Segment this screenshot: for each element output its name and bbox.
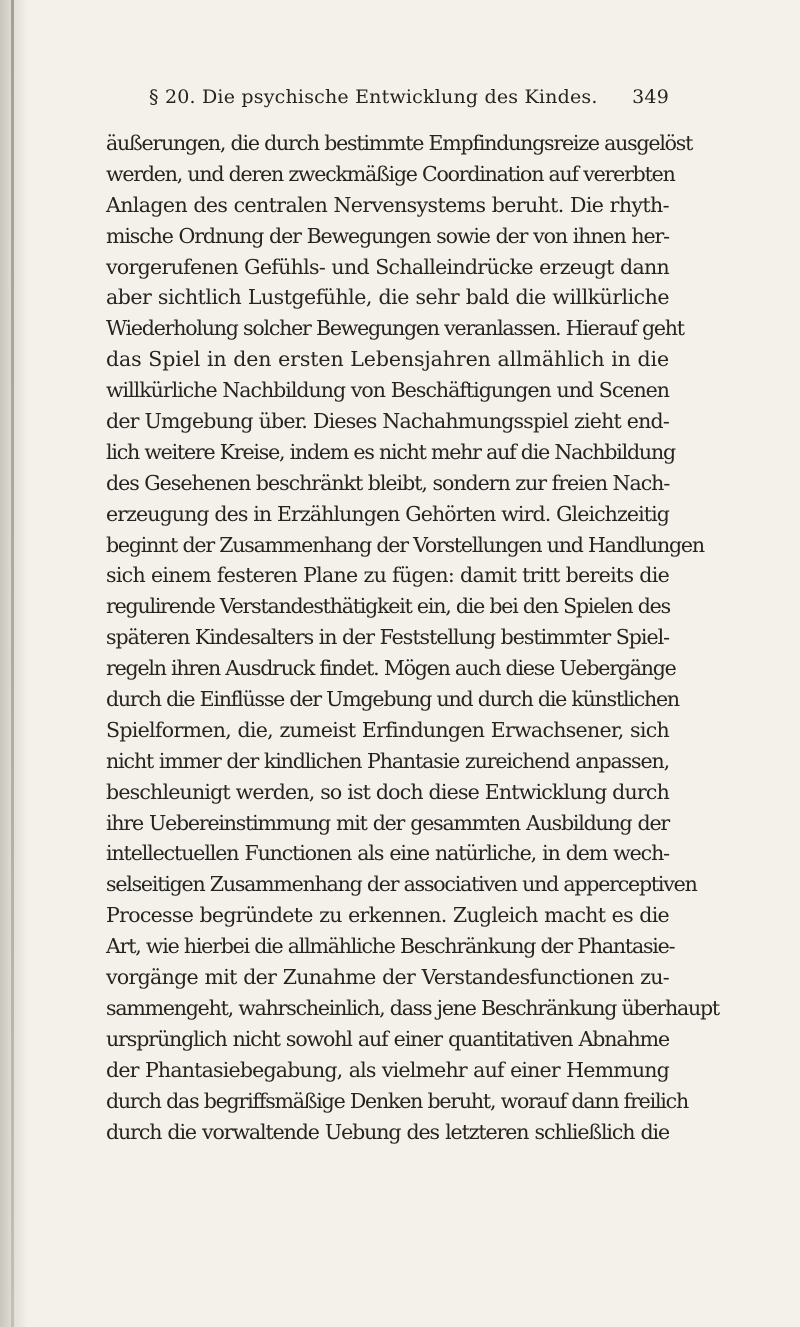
text-line: ursprünglich nicht sowohl auf einer quantitativen Abnahme xyxy=(106,1026,669,1051)
text-line: beginnt der Zusammenhang der Vorstellungen und Handlungen xyxy=(106,532,704,557)
text-line: äußerungen, die durch bestimmte Empfindungsreize ausgelöst xyxy=(106,131,693,155)
text-line: vorgerufenen Gefühls- und Schalleindrücke erzeugt dann xyxy=(106,254,669,279)
text-line: selseitigen Zusammenhang der associativen und apperceptiven xyxy=(106,872,697,897)
text-line: Spielformen, die, zumeist Erfindungen Erwachsener, sich xyxy=(106,717,669,742)
running-head xyxy=(149,86,669,116)
text-line: durch das begriffsmäßige Denken beruht, worauf dann freilich xyxy=(106,1088,688,1113)
text-line: vorgänge mit der Zunahme der Verstandesfunctionen zu- xyxy=(106,965,669,990)
text-line: werden, und deren zweckmäßige Coordination auf vererbten xyxy=(106,161,675,186)
text-line: der Phantasiebegabung, als vielmehr auf einer Hemmung xyxy=(106,1057,669,1082)
text-line: sich einem festeren Plane zu fügen: damit tritt bereits die xyxy=(106,563,669,588)
text-line: aber sichtlich Lustgefühle, die sehr bald die willkürliche xyxy=(106,285,669,310)
text-line: sammengeht, wahrscheinlich, dass jene Beschränkung überhaupt xyxy=(106,995,719,1020)
text-line: des Gesehenen beschränkt bleibt, sondern zur freien Nach- xyxy=(106,470,670,495)
text-line: willkürliche Nachbildung von Beschäftigungen und Scenen xyxy=(106,378,669,403)
text-line: erzeugung des in Erzählungen Gehörten wird. Gleichzeitig xyxy=(106,501,669,526)
text-line: Art, wie hierbei die allmähliche Beschränkung der Phantasie- xyxy=(106,934,675,959)
text-line: ihre Uebereinstimmung mit der gesammten Ausbildung der xyxy=(106,810,669,835)
text-line: lich weitere Kreise, indem es nicht mehr auf die Nachbildung xyxy=(106,439,675,464)
text-line: durch die Einflüsse der Umgebung und durch die künstlichen xyxy=(106,687,679,712)
text-line: der Umgebung über. Dieses Nachahmungsspiel zieht end- xyxy=(106,409,669,434)
text-line: nicht immer der kindlichen Phantasie zureichend anpassen, xyxy=(106,748,669,773)
text-line: Processe begründete zu erkennen. Zugleich macht es die xyxy=(106,903,669,928)
text-line: späteren Kindesalters in der Feststellung bestimmter Spiel- xyxy=(106,625,670,650)
text-line: Anlagen des centralen Nervensystems beruht. Die rhyth- xyxy=(106,192,669,217)
text-line: das Spiel in den ersten Lebensjahren allmählich in die xyxy=(106,347,669,372)
page-number: 349 xyxy=(632,86,669,108)
text-line: beschleunigt werden, so ist doch diese Entwicklung durch xyxy=(106,779,669,804)
text-line: regulirende Verstandesthätigkeit ein, die bei den Spielen des xyxy=(106,594,670,619)
text-line: Wiederholung solcher Bewegungen veranlassen. Hierauf geht xyxy=(106,316,684,341)
text-line: intellectuellen Functionen als eine natürliche, in dem wech- xyxy=(106,841,669,866)
text-line: mische Ordnung der Bewegungen sowie der von ihnen her- xyxy=(106,223,669,248)
section-title: § 20. Die psychische Entwicklung des Kindes. xyxy=(149,86,598,108)
text-line: durch die vorwaltende Uebung des letzteren schließlich die xyxy=(106,1119,669,1144)
body-text xyxy=(106,128,719,1147)
text-line: regeln ihren Ausdruck findet. Mögen auch diese Uebergänge xyxy=(106,656,676,681)
